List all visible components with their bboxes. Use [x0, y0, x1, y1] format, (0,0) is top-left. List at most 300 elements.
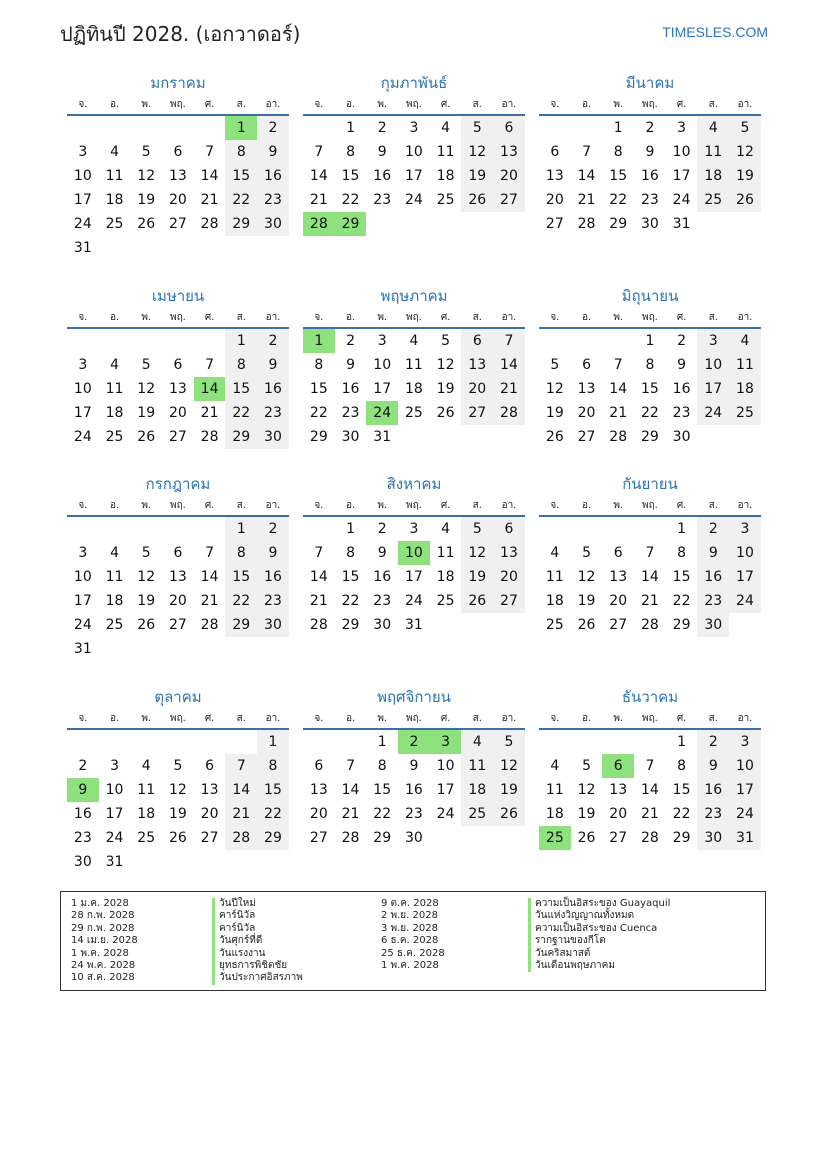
day-cell: 4 — [141, 758, 151, 774]
weekday-label: อา. — [265, 312, 281, 323]
week-row — [539, 517, 761, 541]
day-cell: 16 — [341, 381, 360, 397]
empty-day-cell — [602, 329, 634, 353]
month-8 — [303, 473, 525, 637]
empty-day-cell — [398, 425, 430, 449]
week-row — [539, 401, 761, 425]
weekday-label: จ. — [550, 99, 560, 110]
month-name: ตุลาคม — [154, 688, 202, 706]
day-cell: 4 — [550, 758, 560, 774]
day-cell: 7 — [205, 144, 215, 160]
day-cell: 27 — [493, 188, 525, 212]
day-cell: 8 — [225, 541, 257, 565]
day-cell: 21 — [640, 593, 659, 609]
month-1 — [67, 72, 289, 260]
week-row — [67, 188, 289, 212]
day-cell: 16 — [73, 806, 92, 822]
day-cell: 24 — [366, 401, 398, 425]
day-cell: 8 — [377, 758, 387, 774]
weekday-label: พ. — [613, 312, 624, 323]
day-cell: 13 — [168, 381, 187, 397]
day-cell: 23 — [257, 401, 289, 425]
day-cell: 27 — [461, 401, 493, 425]
day-cell: 6 — [314, 758, 324, 774]
day-cell: 18 — [461, 778, 493, 802]
day-cell: 13 — [577, 381, 596, 397]
day-cell: 23 — [404, 806, 423, 822]
day-cell: 30 — [257, 613, 289, 637]
day-cell: 26 — [729, 188, 761, 212]
day-cell: 21 — [225, 802, 257, 826]
holiday-date: 9 ต.ค. 2028 — [381, 898, 439, 909]
empty-day-cell — [194, 850, 226, 874]
holiday-name: วันประกาศอิสรภาพ — [212, 972, 303, 984]
weekday-label: พ. — [141, 713, 152, 724]
month-9 — [539, 473, 761, 637]
day-cell: 11 — [105, 381, 124, 397]
empty-day-cell — [99, 116, 131, 140]
day-cell: 9 — [697, 541, 729, 565]
weekday-label: อ. — [581, 99, 592, 110]
day-cell: 30 — [257, 425, 289, 449]
week-row — [303, 778, 525, 802]
weekday-label: ส. — [472, 713, 482, 724]
month-name: มิถุนายน — [621, 287, 679, 305]
day-cell: 24 — [672, 192, 691, 208]
day-cell: 22 — [257, 802, 289, 826]
day-cell: 3 — [409, 120, 419, 136]
day-cell: 9 — [697, 754, 729, 778]
day-cell: 18 — [697, 164, 729, 188]
day-cell: 16 — [640, 168, 659, 184]
empty-day-cell — [729, 425, 761, 449]
day-cell: 30 — [73, 854, 92, 870]
day-cell: 1 — [303, 329, 335, 353]
weekday-label: ศ. — [440, 713, 451, 724]
empty-day-cell — [430, 212, 462, 236]
week-row — [539, 164, 761, 188]
day-cell: 24 — [105, 830, 124, 846]
day-cell: 23 — [697, 802, 729, 826]
holiday-name: วันแห่งวิญญาณทั้งหมด — [528, 910, 670, 922]
empty-day-cell — [194, 236, 226, 260]
weekday-label: พ. — [141, 500, 152, 511]
holiday-date: 28 ก.พ. 2028 — [71, 910, 135, 922]
weekday-header — [539, 497, 761, 517]
day-cell: 25 — [729, 401, 761, 425]
day-cell: 4 — [110, 144, 119, 160]
weekday-label: อ. — [345, 500, 356, 511]
week-row — [539, 778, 761, 802]
day-cell: 6 — [582, 357, 591, 373]
day-cell: 2 — [677, 333, 687, 349]
day-cell: 19 — [493, 778, 525, 802]
day-cell: 22 — [225, 188, 257, 212]
weekday-label: ศ. — [440, 312, 451, 323]
day-cell: 28 — [309, 617, 328, 633]
day-cell: 5 — [141, 144, 151, 160]
day-cell: 9 — [677, 357, 687, 373]
day-cell: 7 — [314, 545, 324, 561]
day-cell: 30 — [341, 429, 360, 445]
week-row — [303, 826, 525, 850]
empty-day-cell — [162, 236, 194, 260]
holiday-date: 6 ธ.ค. 2028 — [381, 935, 439, 947]
day-cell: 21 — [493, 377, 525, 401]
day-cell: 30 — [672, 429, 691, 445]
day-cell: 13 — [461, 353, 493, 377]
holiday-dates-column-2 — [381, 898, 445, 972]
day-cell: 25 — [105, 216, 124, 232]
weekday-label: ส. — [708, 713, 718, 724]
week-row — [539, 802, 761, 826]
week-row — [303, 401, 525, 425]
day-cell: 12 — [729, 140, 761, 164]
day-cell: 26 — [137, 429, 156, 445]
month-name: มกราคม — [150, 74, 206, 92]
day-cell: 25 — [461, 802, 493, 826]
day-cell: 18 — [436, 168, 455, 184]
day-cell: 29 — [341, 617, 360, 633]
month-name: กันยายน — [622, 475, 678, 493]
day-cell: 24 — [73, 429, 92, 445]
day-cell: 9 — [257, 140, 289, 164]
week-row — [539, 541, 761, 565]
weekday-label: อ. — [345, 312, 356, 323]
holiday-name: วันศุกร์ที่ดี — [212, 935, 303, 947]
weekday-label: อ. — [581, 713, 592, 724]
day-cell: 25 — [545, 617, 564, 633]
day-cell: 23 — [373, 192, 392, 208]
week-row — [303, 140, 525, 164]
week-row — [303, 353, 525, 377]
week-row — [67, 826, 289, 850]
day-cell: 14 — [341, 782, 360, 798]
day-cell: 19 — [577, 593, 596, 609]
empty-day-cell — [430, 613, 462, 637]
day-cell: 17 — [73, 593, 92, 609]
day-cell: 6 — [613, 545, 623, 561]
empty-day-cell — [539, 116, 571, 140]
weekday-label: ศ. — [204, 99, 215, 110]
holiday-name: ความเป็นอิสระของ Cuenca — [528, 923, 670, 935]
day-cell: 1 — [225, 116, 257, 140]
day-cell: 23 — [640, 192, 659, 208]
weekday-label: ส. — [472, 500, 482, 511]
day-cell: 19 — [461, 164, 493, 188]
day-cell: 17 — [373, 381, 392, 397]
day-cell: 31 — [73, 240, 92, 256]
day-cell: 6 — [550, 144, 560, 160]
empty-day-cell — [162, 116, 194, 140]
month-2 — [303, 72, 525, 236]
day-cell: 22 — [341, 192, 360, 208]
empty-day-cell — [99, 236, 131, 260]
day-cell: 17 — [729, 565, 761, 589]
day-cell: 2 — [257, 329, 289, 353]
holiday-date: 1 ม.ค. 2028 — [71, 898, 129, 909]
day-cell: 15 — [373, 782, 392, 798]
week-row — [539, 116, 761, 140]
holiday-names-column-1 — [212, 898, 303, 985]
day-cell: 1 — [677, 521, 687, 537]
day-cell: 26 — [137, 216, 156, 232]
weekday-label: ศ. — [440, 500, 451, 511]
empty-day-cell — [493, 425, 525, 449]
day-cell: 2 — [257, 116, 289, 140]
day-cell: 16 — [697, 565, 729, 589]
day-cell: 12 — [137, 168, 156, 184]
week-row — [303, 565, 525, 589]
day-cell: 4 — [729, 329, 761, 353]
day-cell: 29 — [672, 617, 691, 633]
holiday-name: วันเดือนพฤษภาคม — [528, 960, 670, 972]
day-cell: 10 — [373, 357, 392, 373]
day-cell: 11 — [105, 168, 124, 184]
day-cell: 5 — [441, 333, 451, 349]
day-cell: 2 — [377, 521, 387, 537]
weekday-label: ศ. — [440, 99, 451, 110]
weekday-header — [303, 497, 525, 517]
day-cell: 15 — [341, 168, 360, 184]
site-logo-link[interactable]: TIMESLES.COM — [662, 24, 768, 40]
week-row — [303, 802, 525, 826]
holiday-date: 2 พ.ย. 2028 — [381, 910, 438, 922]
day-cell: 15 — [609, 168, 628, 184]
day-cell: 7 — [205, 545, 215, 561]
day-cell: 30 — [697, 613, 729, 637]
day-cell: 5 — [550, 357, 560, 373]
day-cell: 17 — [697, 377, 729, 401]
day-cell: 30 — [373, 617, 392, 633]
empty-day-cell — [430, 826, 462, 850]
day-cell: 16 — [672, 381, 691, 397]
day-cell: 2 — [377, 120, 387, 136]
weekday-label: ส. — [472, 99, 482, 110]
day-cell: 3 — [697, 329, 729, 353]
day-cell: 17 — [404, 168, 423, 184]
week-row — [539, 565, 761, 589]
day-cell: 13 — [493, 541, 525, 565]
holiday-names-column-2 — [528, 898, 670, 972]
day-cell: 11 — [436, 545, 455, 561]
week-row — [539, 212, 761, 236]
day-cell: 4 — [409, 333, 419, 349]
day-cell: 3 — [377, 333, 387, 349]
day-cell: 10 — [73, 381, 92, 397]
week-row — [67, 377, 289, 401]
day-cell: 21 — [609, 405, 628, 421]
weekday-label: จ. — [550, 500, 560, 511]
day-cell: 17 — [73, 405, 92, 421]
day-cell: 9 — [67, 778, 99, 802]
day-cell: 28 — [640, 617, 659, 633]
empty-day-cell — [571, 116, 603, 140]
weekday-label: อา. — [501, 713, 517, 724]
weekday-label: ศ. — [676, 99, 687, 110]
weekday-label: ส. — [236, 713, 246, 724]
day-cell: 15 — [640, 381, 659, 397]
day-cell: 22 — [225, 401, 257, 425]
day-cell: 23 — [341, 405, 360, 421]
day-cell: 15 — [341, 569, 360, 585]
weekday-label: พฤ. — [405, 500, 422, 511]
day-cell: 20 — [168, 192, 187, 208]
empty-day-cell — [130, 329, 162, 353]
day-cell: 1 — [257, 730, 289, 754]
day-cell: 3 — [78, 357, 88, 373]
weekday-label: ส. — [236, 99, 246, 110]
weekday-label: พฤ. — [169, 99, 186, 110]
empty-day-cell — [303, 116, 335, 140]
day-cell: 26 — [436, 405, 455, 421]
empty-day-cell — [366, 212, 398, 236]
day-cell: 19 — [577, 806, 596, 822]
weekday-label: จ. — [78, 312, 88, 323]
empty-day-cell — [729, 212, 761, 236]
day-cell: 9 — [377, 144, 387, 160]
day-cell: 6 — [461, 329, 493, 353]
month-name: พฤษภาคม — [380, 287, 448, 305]
day-cell: 11 — [545, 782, 564, 798]
day-cell: 8 — [677, 545, 687, 561]
weekday-label: พฤ. — [641, 500, 658, 511]
day-cell: 29 — [609, 216, 628, 232]
day-cell: 29 — [225, 425, 257, 449]
day-cell: 2 — [645, 120, 655, 136]
day-cell: 20 — [168, 593, 187, 609]
day-cell: 26 — [461, 589, 493, 613]
weekday-label: จ. — [550, 713, 560, 724]
day-cell: 30 — [697, 826, 729, 850]
day-cell: 28 — [225, 826, 257, 850]
day-cell: 14 — [200, 168, 219, 184]
day-cell: 6 — [493, 517, 525, 541]
day-cell: 28 — [200, 617, 219, 633]
holiday-name: คาร์นิวัล — [212, 923, 303, 935]
holiday-date: 24 พ.ค. 2028 — [71, 960, 136, 972]
day-cell: 22 — [672, 593, 691, 609]
day-cell: 26 — [545, 429, 564, 445]
empty-day-cell — [335, 730, 367, 754]
day-cell: 5 — [173, 758, 183, 774]
weekday-label: จ. — [314, 312, 324, 323]
holiday-name: คาร์นิวัล — [212, 910, 303, 922]
day-cell: 7 — [225, 754, 257, 778]
day-cell: 27 — [577, 429, 596, 445]
empty-day-cell — [162, 850, 194, 874]
weekday-label: พ. — [613, 99, 624, 110]
empty-day-cell — [130, 236, 162, 260]
day-cell: 5 — [729, 116, 761, 140]
empty-day-cell — [634, 730, 666, 754]
day-cell: 27 — [609, 830, 628, 846]
weekday-header — [67, 710, 289, 730]
day-cell: 6 — [205, 758, 215, 774]
day-cell: 3 — [78, 144, 88, 160]
holiday-list — [60, 891, 766, 991]
day-cell: 24 — [73, 216, 92, 232]
empty-day-cell — [67, 116, 99, 140]
day-cell: 8 — [613, 144, 623, 160]
day-cell: 4 — [110, 357, 119, 373]
day-cell: 25 — [105, 429, 124, 445]
day-cell: 23 — [373, 593, 392, 609]
day-cell: 21 — [200, 192, 219, 208]
day-cell: 12 — [137, 381, 156, 397]
day-cell: 3 — [409, 521, 419, 537]
weekday-label: พ. — [377, 500, 388, 511]
empty-day-cell — [493, 212, 525, 236]
month-name: พฤศจิกายน — [377, 688, 451, 706]
weekday-label: ส. — [708, 500, 718, 511]
weekday-label: อา. — [265, 99, 281, 110]
day-cell: 27 — [168, 617, 187, 633]
empty-day-cell — [130, 637, 162, 661]
day-cell: 16 — [257, 164, 289, 188]
empty-day-cell — [130, 116, 162, 140]
day-cell: 26 — [577, 617, 596, 633]
weekday-header — [67, 96, 289, 116]
weekday-label: ศ. — [676, 713, 687, 724]
day-cell: 9 — [409, 758, 419, 774]
day-cell: 27 — [545, 216, 564, 232]
day-cell: 2 — [398, 730, 430, 754]
day-cell: 6 — [173, 357, 183, 373]
month-name: สิงหาคม — [386, 475, 442, 493]
week-row — [539, 589, 761, 613]
weekday-label: ศ. — [676, 500, 687, 511]
day-cell: 20 — [493, 164, 525, 188]
holiday-name: วันคริสมาสต์ — [528, 948, 670, 960]
day-cell: 23 — [257, 589, 289, 613]
day-cell: 1 — [377, 734, 387, 750]
day-cell: 25 — [105, 617, 124, 633]
holiday-name: ความเป็นอิสระของ Guayaquil — [528, 898, 670, 910]
empty-day-cell — [225, 637, 257, 661]
day-cell: 1 — [346, 120, 355, 136]
day-cell: 9 — [645, 144, 655, 160]
day-cell: 18 — [729, 377, 761, 401]
day-cell: 11 — [545, 569, 564, 585]
week-row — [539, 140, 761, 164]
weekday-header — [539, 309, 761, 329]
day-cell: 20 — [545, 192, 564, 208]
day-cell: 18 — [137, 806, 156, 822]
day-cell: 1 — [613, 120, 623, 136]
day-cell: 28 — [200, 429, 219, 445]
week-row — [539, 826, 761, 850]
day-cell: 10 — [73, 569, 92, 585]
empty-day-cell — [162, 637, 194, 661]
day-cell: 19 — [137, 405, 156, 421]
day-cell: 8 — [314, 357, 324, 373]
day-cell: 25 — [436, 192, 455, 208]
empty-day-cell — [461, 212, 493, 236]
day-cell: 11 — [729, 353, 761, 377]
holiday-date: 10 ส.ค. 2028 — [71, 972, 135, 984]
day-cell: 11 — [105, 569, 124, 585]
week-row — [67, 425, 289, 449]
weekday-label: อ. — [109, 99, 120, 110]
day-cell: 13 — [309, 782, 328, 798]
week-row — [67, 541, 289, 565]
week-row — [539, 377, 761, 401]
weekday-label: พฤ. — [641, 713, 658, 724]
day-cell: 20 — [493, 565, 525, 589]
month-name: เมษายน — [151, 287, 205, 305]
day-cell: 22 — [609, 192, 628, 208]
